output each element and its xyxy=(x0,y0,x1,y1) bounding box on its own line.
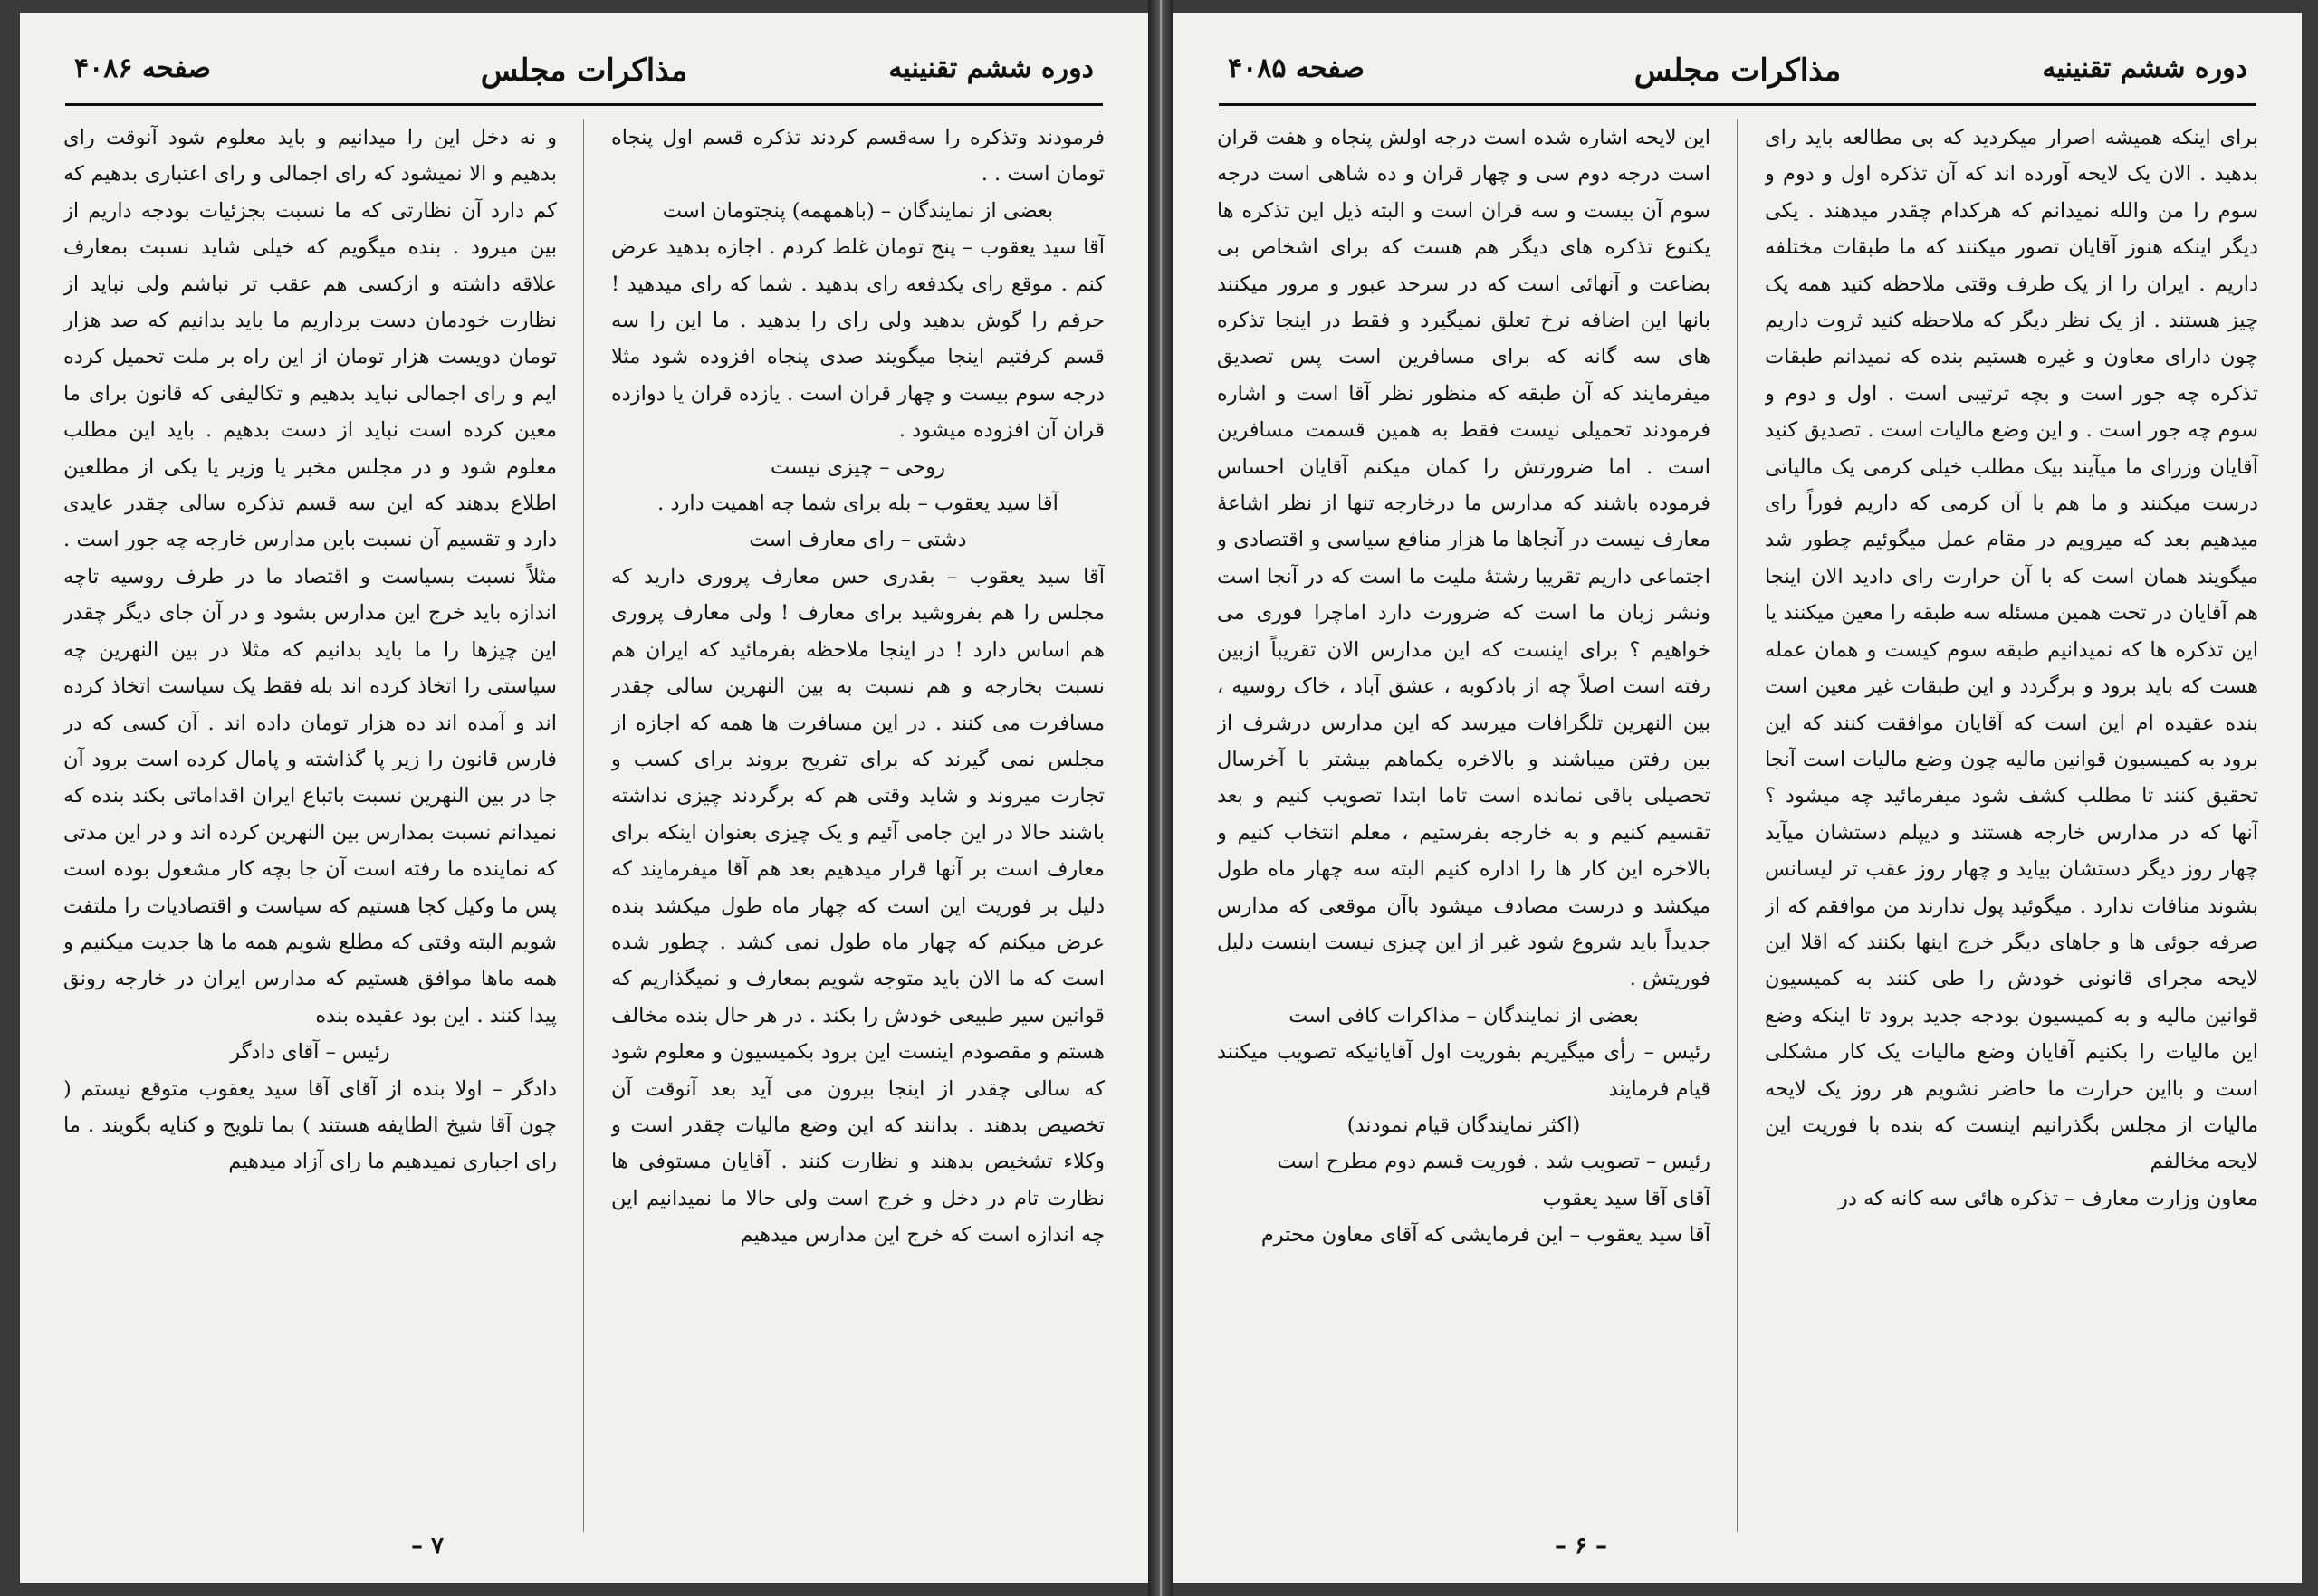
paragraph: بعضی از نمایندگان – مذاکرات کافی است xyxy=(1288,1003,1639,1027)
paragraph: این لایحه اشاره شده است درجه اولش پنجاه و هفت قران است درجه دوم سی و چهار قران و ده شاهی است درجه سوم آن بیست و سه قران است و البته ذیل این تذکره ها یکنوع تذکره های دیگر هم هست که برای اشخاص بی بضاعت و آنهائی است که در سرحد عبور و مرور میکنند بانها این اضافه نرخ تعلق نمیگیرد و فقط در اینجا تذکره های سه گانه که برای مسافرین است پس تصدیق میفرمایند که آن طبقه که منظور نظر آقا است و اشاره فرمودند تحمیلی نیست فقط به همین قسمت مسافرین است . اما ضرورتش را کمان میکنم آقایان احساس فرموده باشند که مدارس ما درخارجه تنها از نظر اشاعهٔ معارف نیست در آنجاها ما هزار منافع سیاسی و اقتصادی و اجتماعی داریم تقریبا رشتهٔ ملیت ما است که در آنجا است ونشر زبان ما است که ضرورت دارد اماچرا فوری می خواهیم ؟ برای اینست که این مدارس الان تقریباً ازبین رفته است اصلاً چه از بادکوبه ، عشق آباد ، خاک روسیه ، بین النهرین تلگرافات میرسد که این مدارس درشرف از بین رفتن میباشند و بالاخره یکماهم بیشتر با آخرسال تحصیلی باقی نمانده است تاما ابتدا تصویب کنیم و بعد تقسیم کنیم و به خارجه بفرستیم ، معلم انتخاب کنیم و بالاخره این کار ها را اداره کنیم البته سه چهار ماه طول میکشد و درست مصادف میشود باآن موقعی که مدارس جدیداً باید شروع شود غیر از این چیزی نیست اینست دلیل فوریتش . xyxy=(1217,126,1710,991)
paragraph: رئیس – تصویب شد . فوریت قسم دوم مطرح است xyxy=(1277,1150,1710,1174)
left-page-header xyxy=(74,47,1094,101)
paragraph: و نه دخل این را میدانیم و باید معلوم شود آنوقت رای بدهیم و الا نمیشود که رای اجمالی و رای اعتباری بدهیم که کم دارد آن نظارتی که ما نسبت بجزئیات بودجه داریم از بین میرود . بنده میگویم که خیلی شاید نسبت بمعارف علاقه داشته و ازکسی هم عقب تر نباشم ولی نباید از نظارت خودمان دست برداریم ما باید بدانیم که صد هزار تومان دویست هزار تومان از این راه بر ملت تحمیل کرده ایم و رای اجمالی نباید بدهیم و تکالیفی که قانون برای ما معین کرده است نباید از دست بدهیم . باید این مطلب معلوم شود و در مجلس مخبر یا وزیر یا یکی از مطلعین اطلاع بدهند که این سه قسم تذکره سالی چقدر عایدی دارد و تقسیم آن نسبت باین مدارس خارجه چه جور است . مثلاً نسبت بسیاست و اقتصاد ما در طرف روسیه تاچه اندازه باید خرج این مدارس بشود و در آن جای دیگر چقدر این چیزها را ما باید بدانیم که مثلا در بین النهرین چه سیاستی را اتخاذ کرده اند بله فقط یک سیاست اتخاذ کرده اند و آمده اند ده هزار تومان داده اند . آن کسی که در فارس قانون را زیر پا گذاشته و پامال کرده است برود آن جا در بین النهرین نسبت باتباع ایران اقداماتی بکند بنده که نمیدانم نسبت بمدارس بین النهرین کرده اند و در این مدتی که نماینده ما رفته است آن جا بچه کار مشغول بوده است پس ما وکیل کجا هستیم که سیاست و اقتصادیات را ملتفت شویم البته وقتی که مطلع شویم همه ما ها جدیت میکنیم و همه ماها موافق هستیم که مدارس ایران در خارجه رونق پیدا کنند . این بود عقیده بنده xyxy=(63,126,557,1027)
paragraph: رئیس – رأی میگیریم بفوریت اول آقایانیکه تصویب میکنند قیام فرمایند xyxy=(1217,1040,1710,1101)
paragraph: دادگر – اولا بنده از آقای آقا سید یعقوب متوقع نیستم ( چون آقا شیخ الطایفه هستند ) بما تلویح و کنایه بگویند . ما رای اجباری نمیدهیم ما رای آزاد میدهیم xyxy=(63,1076,557,1174)
paragraph: بعضی از نمایندگان – (باهمهمه) پنجتومان است xyxy=(662,198,1054,223)
right-page-footer: – ۶ – xyxy=(1554,1533,1608,1560)
paragraph: آقا سید یعقوب – پنج تومان غلط کردم . اجازه بدهید عرض کنم . موقع رای یکدفعه رای بدهید . شما که رای میدهید ! حرفم را گوش بدهید ولی رای را بدهید . ما این را سه قسم کرفتیم اینجا میگویند صدی پنجاه افزوده شود مثلا درجه سوم بیست و چهار قران است . یازده قران یا دوازده قران آن افزوده میشود . xyxy=(611,235,1105,443)
left-column-divider xyxy=(583,119,584,1532)
left-page-right-column xyxy=(611,119,1105,1532)
paragraph: روحی – چیزی نیست xyxy=(770,454,946,479)
left-page-left-column xyxy=(63,119,557,1532)
paragraph: برای اینکه همیشه اصرار میکردید که بی مطالعه باید رای بدهید . الان یک لایحه آورده اند که آن تذکره اول و دوم و سوم را من والله نمیدانم که هرکدام چقدر میدهند . یکی دیگر اینکه هنوز آقایان تصور میکنند که ما طبقات مختلفه داریم . ایران را از یک طرف وقتی ملاحظه کنید همه یک چیز هستند . از یک نظر دیگر که ملاحظه کنید ثروت داریم چون دارای معاون و غیره هستیم بنده که نمیدانم طبقات تذکره چه جور است و بچه ترتیبی است . اول و دوم و سوم چه جور است . و این وضع مالیات است . تصدیق کنید آقایان وزرای ما میآیند بیک مطلب خیلی کرمی یک مالیاتی درست میکنند و ما هم با آن کرمی که داریم فوراً رای میدهیم بعد که میرویم در مقام عمل میگوئیم چطور شد میگویند همان است که با آن حرارت رای دادید الان اینجا هم آقایان در تحت همین مسئله سه طبقه را معین میکنند یا این تذکره ها که نمیدانیم طبقه سوم کیست و همان عمله هست که باید برود و برگردد و این طبقات غیر معین است بنده عقیده ام این است که آقایان موافقت کنند که این برود به کمیسیون قوانین مالیه چون وضع مالیات است آنجا تحقیق کنند تا مطلب کشف شود میفرمائید چه میشود ؟ آنها که در مدارس خارجه هستند و دیپلم دستشان میآید چهار روز دیگر دستشان بیاید و چهار روز عقب تر لیسانس بشوند منافات ندارد . میگوئید پول ندارند من موافقم که از صرفه جوئی ها و جاهای دیگر خرج اینها بکنند که اقلا این لایحه مجرای قانونی خودش را طی کنند به کمیسیون قوانین مالیه و به کمیسیون بودجه جدید برود تا اینکه وضع این مالیات را بکنیم آقایان وضع مالیات یک کار مشکلی است و بااین حرارت ما حاضر نشویم هر روز یک لایحه مالیات از مجلس بگذرانیم اینست که بنده با فوریت این لایحه مخالفم xyxy=(1765,126,2258,1174)
left-header-title: مذاکرات مجلس xyxy=(480,53,688,89)
paragraph: آقای آقا سید یعقوب xyxy=(1542,1186,1710,1210)
right-page-header xyxy=(1228,47,2247,101)
left-header-page-number: صفحه ۴۰۸۶ xyxy=(74,53,211,84)
right-page xyxy=(1173,13,2302,1583)
left-header-rule xyxy=(65,103,1103,110)
right-header-session: دوره ششم تقنینیه xyxy=(2042,53,2247,84)
paragraph: آقا سید یعقوب – این فرمایشی که آقای معاون محترم xyxy=(1260,1223,1710,1247)
right-page-left-column xyxy=(1217,119,1710,1532)
right-header-title: مذاکرات مجلس xyxy=(1633,53,1842,89)
paragraph: فرمودند وتذکره را سه‌قسم کردند تذکره قسم اول پنجاه تومان است . . xyxy=(611,126,1105,186)
right-page-right-column xyxy=(1765,119,2258,1532)
paragraph: (اکثر نمایندگان قیام نمودند) xyxy=(1346,1113,1581,1137)
right-header-page-number: صفحه ۴۰۸۵ xyxy=(1228,53,1365,84)
left-page xyxy=(20,13,1148,1583)
paragraph: آقا سید یعقوب – بله برای شما چه اهمیت دارد . xyxy=(657,492,1058,516)
right-header-rule xyxy=(1219,103,2256,110)
paragraph: آقا سید یعقوب – بقدری حس معارف پروری دارید که مجلس را هم بفروشید برای معارف ! ولی معارف پروری هم اساس دارد ! در اینجا ملاحظه بفرمائید که ایران هم نسبت بخارجه و هم نسبت به بین النهرین سالی چقدر مسافرت می کنند . در این مسافرت ها همه که اجازه از مجلس نمی گیرند که برای تفریح بروند برای کسب و تجارت میروند و شاید وقتی هم که برگردند چیزی نداشته باشند حالا در این جامی آئیم و یک چیزی بعنوان اینکه برای معارف است بر آنها قرار میدهیم بعد هم آقا میفرمایند که دلیل بر فوریت این است که چهار ماه طول میکشد بنده عرض میکنم که چهار ماه طول نمی کشد . چطور شده است که ما الان باید متوجه شویم بمعارف و نمیگذاریم که قوانین سیر طبیعی خودش را بکند . در هر حال بنده مخالف هستم و مقصودم اینست این برود بکمیسیون و معلوم شود که سالی چقدر از اینجا بیرون می آید بعد آنوقت آن تخصیص بدهند . بدانند که این وضع مالیات چقدر است و وکلاء تشخیص بدهند و نظارت کنند . آقایان مستوفی ها نظارت تام در دخل و خرج است ولی حالا ما نمیدانیم این چه اندازه است که خرج این مدارس میدهیم xyxy=(611,564,1105,1247)
left-header-session: دوره ششم تقنینیه xyxy=(888,53,1094,84)
left-page-footer: – ۷ xyxy=(410,1533,445,1560)
paragraph: معاون وزارت معارف – تذکره هائی سه کانه که در xyxy=(1838,1186,2258,1210)
paragraph: دشتی – رای معارف است xyxy=(749,528,967,552)
book-gutter xyxy=(1148,0,1173,1596)
paragraph: رئیس – آقای دادگر xyxy=(230,1040,390,1065)
right-column-divider xyxy=(1737,119,1738,1532)
